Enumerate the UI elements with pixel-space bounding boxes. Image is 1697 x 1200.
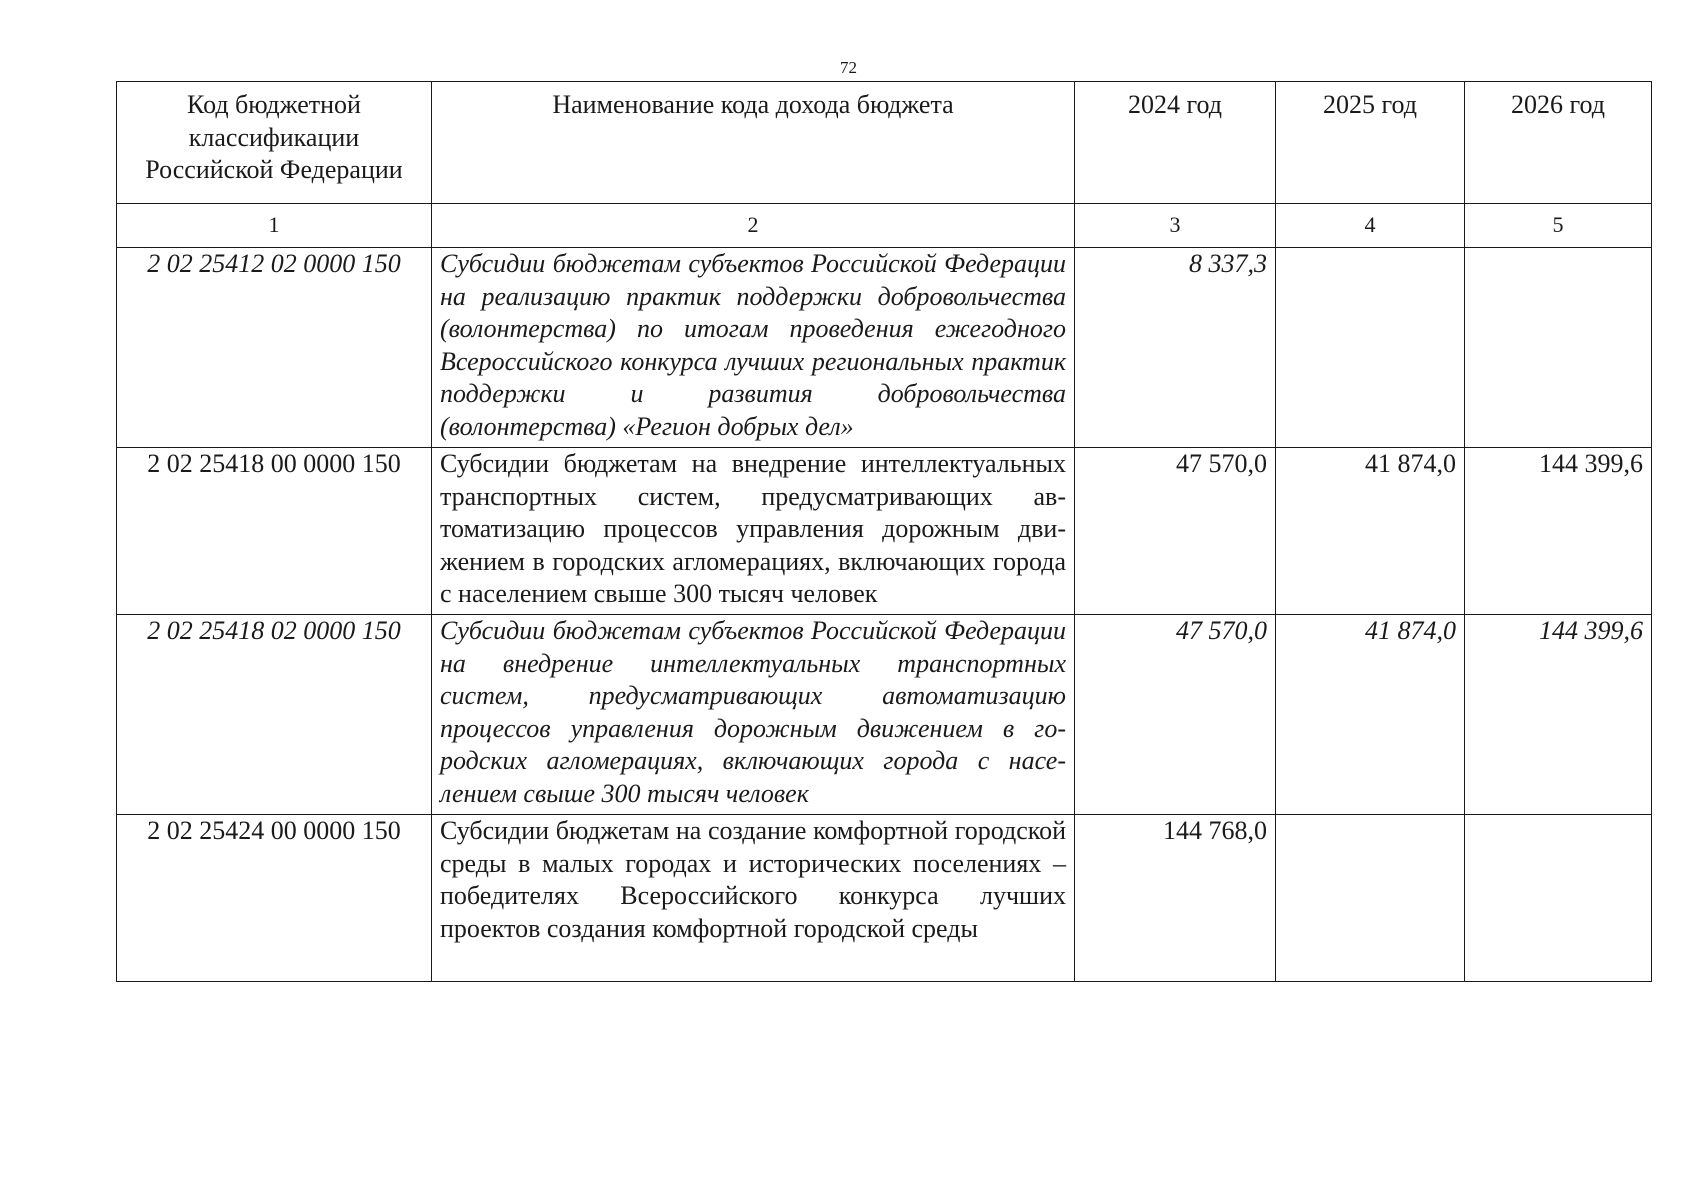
value-2025-cell [1276, 815, 1465, 982]
value-2026-cell [1465, 248, 1652, 448]
value-2025-cell [1276, 248, 1465, 448]
table-row [117, 448, 1652, 615]
value-2024-cell: 47 570,0 [1075, 448, 1276, 615]
column-number: 1 [117, 204, 432, 248]
income-name-cell: Субсидии бюджетам субъектов Российской Федерации на реализацию практик поддержки добровольчества (волонтерства) по итогам проведения ежегодного Всероссийского конкурса лучших региональных практик поддержки и развития добровольчества (волонтерства) «Регион добрых дел» [432, 248, 1075, 448]
value-2024-cell: 8 337,3 [1075, 248, 1276, 448]
column-number: 5 [1465, 204, 1652, 248]
budget-code-cell: 2 02 25424 00 0000 150 [117, 815, 432, 982]
table-row [117, 248, 1652, 448]
value-2025-cell: 41 874,0 [1276, 615, 1465, 815]
column-number: 2 [432, 204, 1075, 248]
value-2026-cell: 144 399,6 [1465, 615, 1652, 815]
column-number-row [117, 204, 1652, 248]
budget-income-table [116, 81, 1652, 982]
budget-code-cell: 2 02 25418 00 0000 150 [117, 448, 432, 615]
column-number: 4 [1276, 204, 1465, 248]
page-number: 72 [840, 58, 857, 77]
value-2026-cell: 144 399,6 [1465, 448, 1652, 615]
table-row [117, 815, 1652, 982]
value-2024-cell: 47 570,0 [1075, 615, 1276, 815]
income-name-cell: Субсидии бюджетам субъектов Российской Федерации на внедрение интеллектуальных транспортных систем, предусматривающих автоматизацию процессов управления дорожным движением в городских агломерациях, включающих города с населением свыше 300 тысяч человек [432, 615, 1075, 815]
budget-code-cell: 2 02 25412 02 0000 150 [117, 248, 432, 448]
header-year-2025: 2025 год [1276, 82, 1465, 204]
value-2026-cell [1465, 815, 1652, 982]
table-header-row [117, 82, 1652, 204]
income-name-cell: Субсидии бюджетам на создание комфортной городской среды в малых городах и исторических поселениях – победителях Всероссийского конкурса лучших проектов создания комфортной городской среды [432, 815, 1075, 982]
header-year-2026: 2026 год [1465, 82, 1652, 204]
value-2024-cell: 144 768,0 [1075, 815, 1276, 982]
header-year-2024: 2024 год [1075, 82, 1276, 204]
table-row [117, 615, 1652, 815]
header-income-name: Наименование кода дохода бюджета [432, 82, 1075, 204]
header-budget-code: Код бюджетной классификации Российской Федерации [117, 82, 432, 204]
value-2025-cell: 41 874,0 [1276, 448, 1465, 615]
income-name-cell: Субсидии бюджетам на внедрение интеллектуальных транспортных систем, предусматривающих автоматизацию процессов управления дорожным движением в городских агломерациях, включающих города с населением свыше 300 тысяч человек [432, 448, 1075, 615]
budget-code-cell: 2 02 25418 02 0000 150 [117, 615, 432, 815]
column-number: 3 [1075, 204, 1276, 248]
